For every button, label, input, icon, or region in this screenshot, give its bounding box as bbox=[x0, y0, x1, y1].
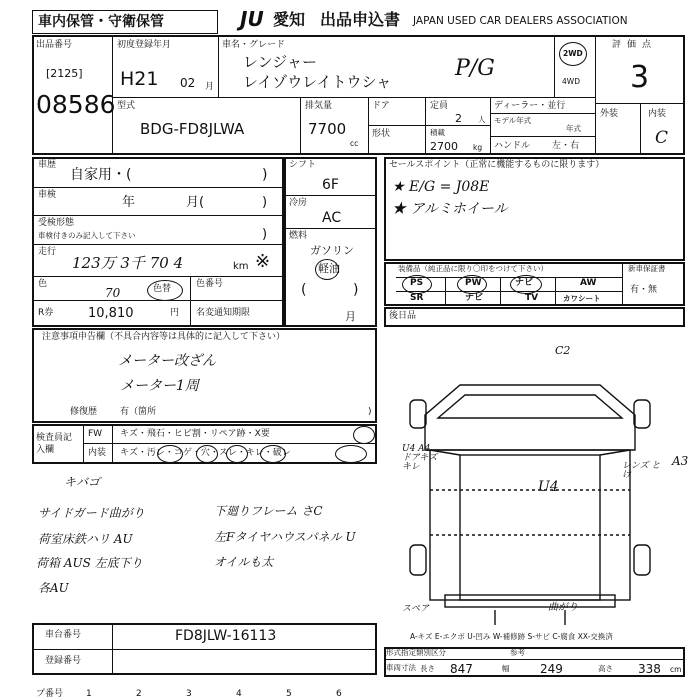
displacement-label: 排気量 bbox=[305, 101, 333, 111]
length-value: 847 bbox=[450, 662, 473, 676]
equip-aw: AW bbox=[580, 278, 597, 288]
org-name: 愛知 bbox=[273, 10, 306, 29]
capacity-unit: 人 bbox=[478, 115, 486, 124]
capacity-label: 定員 bbox=[430, 101, 449, 111]
drive-2wd: 2WD bbox=[563, 49, 583, 58]
english-title: JAPAN USED CAR DEALERS ASSOCIATION bbox=[413, 15, 628, 27]
equip-ps: PS bbox=[410, 278, 424, 288]
mileage-label: 走行 bbox=[38, 247, 57, 257]
lot-number: 08586 bbox=[36, 90, 116, 119]
equip-sr: SR bbox=[410, 293, 424, 303]
new-warranty-label: 新車保証書 bbox=[628, 264, 666, 273]
grade-note-handwritten: P/G bbox=[455, 56, 495, 81]
footer-cell-4: 4 bbox=[236, 689, 242, 699]
tax-label: 名変通知期限 bbox=[196, 308, 251, 318]
post-box bbox=[384, 307, 685, 327]
reg-era-year: H21 bbox=[120, 68, 159, 90]
load-value: 2700 bbox=[430, 140, 458, 153]
footer-cell-3: 3 bbox=[186, 689, 192, 699]
inspection-label: 車検 bbox=[38, 190, 57, 200]
width-value: 249 bbox=[540, 662, 563, 676]
fuel-label: 燃料 bbox=[289, 231, 308, 241]
aircon-label: 冷房 bbox=[289, 198, 308, 208]
note-line-1: メーター改ざん bbox=[118, 353, 216, 369]
model-year-label: モデル年式 bbox=[494, 116, 532, 125]
mileage-mark: ※ bbox=[255, 251, 271, 272]
handle-label: ハンドル bbox=[494, 141, 531, 151]
sales-point-2: ★ アルミホイール bbox=[392, 201, 508, 217]
repair-value: 有（箇所 bbox=[120, 407, 157, 417]
color-value: 70 bbox=[105, 286, 121, 300]
dims-ref-label: 車両寸法 bbox=[386, 663, 416, 672]
width-label: 幅 bbox=[502, 664, 510, 673]
storage-tag-text: 車内保管・守衛保管 bbox=[38, 14, 164, 30]
model-year-unit: 年式 bbox=[566, 124, 581, 133]
shift-value: 6F bbox=[322, 177, 339, 193]
aircon-value: AC bbox=[322, 210, 342, 226]
wheel-fr bbox=[634, 400, 650, 428]
reg-month: 02 bbox=[180, 76, 196, 90]
windshield bbox=[438, 395, 622, 418]
sales-points-label: セールスポイント（正常に機能するものに限ります） bbox=[389, 160, 605, 170]
insp-hand-4: 荷箱 AUS 左底下り bbox=[36, 556, 143, 570]
interior-label: 内装 bbox=[648, 109, 667, 119]
rear-bumper bbox=[445, 595, 615, 607]
dealer-label: ディーラー・並行 bbox=[494, 101, 566, 111]
reg-month-unit: 月 bbox=[205, 82, 215, 92]
repair-label: 修復歴 bbox=[70, 407, 98, 417]
wheel-fl bbox=[410, 400, 426, 428]
history-value: 自家用・( bbox=[70, 167, 132, 183]
insp-hand-3: 荷室床鉄ハリ AU bbox=[38, 532, 133, 546]
form-title: 出品申込書 bbox=[320, 10, 401, 29]
ju-logo: JU bbox=[240, 7, 264, 31]
equip-navi1: ナビ bbox=[515, 278, 534, 288]
handle-options: 左・右 bbox=[552, 141, 580, 151]
equip-navi: ナビ bbox=[465, 293, 484, 303]
equipment-label: 装備品（純正品に限り〇印をつけて下さい） bbox=[398, 264, 548, 273]
fw-label: FW bbox=[88, 429, 103, 439]
diagram-center-mark: U4 bbox=[538, 479, 559, 495]
car-grade: レイゾウレイトウシャ bbox=[243, 73, 392, 91]
diagram-left-mark: U4 A4 ドアキズ キレ bbox=[402, 444, 438, 472]
post-label: 後日品 bbox=[389, 311, 417, 321]
interior-insp-items: キズ・汚レ・コゲ・穴・スレ・キレ・破レ bbox=[120, 448, 291, 458]
mileage-unit: km bbox=[233, 261, 249, 272]
spare-label: スペア bbox=[402, 604, 430, 614]
inspector-label: 検査員記入欄 bbox=[36, 433, 73, 456]
notes-label: 注意事項申告欄（不具合内容等は具体的に記入して下さい） bbox=[42, 332, 286, 342]
recycle-label: R券 bbox=[38, 308, 54, 318]
color-label: 色 bbox=[38, 279, 48, 289]
insp-hand-6: 下廻りフレーム さC bbox=[214, 504, 323, 518]
load-label: 積載 bbox=[430, 128, 445, 137]
diagram-far-right: A3 bbox=[672, 454, 689, 468]
equip-tv: TV bbox=[525, 293, 539, 303]
sales-point-1: ★ E/G = J08E bbox=[392, 179, 490, 195]
displacement-value: 7700 bbox=[308, 120, 347, 138]
chassis-label: 車台番号 bbox=[45, 630, 82, 640]
receipt-note: 車検付きのみ記入して下さい bbox=[38, 231, 136, 240]
plate-label: 登録番号 bbox=[45, 656, 82, 666]
load-unit: kg bbox=[473, 143, 483, 152]
model-code: BDG-FD8JLWA bbox=[140, 120, 245, 138]
history-label: 車歴 bbox=[38, 160, 57, 170]
car-name: レンジャー bbox=[243, 53, 317, 71]
cab-joint bbox=[430, 450, 630, 455]
footer-cell-1: 1 bbox=[86, 689, 92, 699]
name-label: 車名・グレード bbox=[222, 40, 286, 50]
score-value: 3 bbox=[630, 60, 650, 95]
door-label: ドア bbox=[372, 101, 390, 111]
mileage-value: 123万 3千 70 4 bbox=[72, 254, 184, 272]
insp-hand-5: 各AU bbox=[38, 581, 69, 595]
footer-cell-5: 5 bbox=[286, 689, 292, 699]
displacement-unit: cc bbox=[350, 139, 359, 148]
fw-items: キズ・飛石・ヒビ割・リペア跡・X要 bbox=[120, 429, 270, 439]
lot-sub: [2125] bbox=[46, 67, 83, 80]
shape-label: 形状 bbox=[372, 129, 391, 139]
diagram-bottom-mark: 曲がり bbox=[548, 602, 578, 613]
roof-panel bbox=[460, 455, 600, 600]
top-section bbox=[32, 35, 685, 155]
type-label: 型式 bbox=[117, 101, 136, 111]
footer-cell-2: 2 bbox=[136, 689, 142, 699]
new-warranty-value: 有・無 bbox=[630, 285, 658, 295]
color-number-label: 色番号 bbox=[196, 279, 224, 289]
interior-insp-label: 内装 bbox=[88, 448, 107, 458]
damage-legend: A-キズ E-エクボ U-凹み W-補修跡 S-サビ C-腐食 XX-交換済 bbox=[410, 632, 613, 641]
receipt-label: 受検形態 bbox=[38, 218, 75, 228]
capacity-value: 2 bbox=[455, 112, 462, 125]
exterior-label: 外装 bbox=[600, 109, 619, 119]
recycle-value: 10,810 bbox=[88, 306, 134, 321]
insp-hand-7: 左Fタイヤハウスパネル U bbox=[214, 530, 356, 544]
lot-label: 出品番号 bbox=[36, 40, 73, 50]
length-label: 長さ bbox=[420, 664, 435, 673]
fuel-value: ガソリン bbox=[310, 244, 354, 257]
fuel-sub: 軽油 bbox=[318, 262, 340, 275]
dims-label: 形式指定類別区分 bbox=[386, 648, 446, 657]
equip-pw: PW bbox=[465, 278, 482, 288]
interior-value: C bbox=[655, 128, 669, 148]
footer-label: プ番号 bbox=[36, 689, 64, 699]
drive-4wd: 4WD bbox=[562, 77, 580, 86]
insp-hand-1: キバゴ bbox=[64, 475, 101, 489]
inspection-year: 年 bbox=[122, 195, 136, 210]
note-line-2: メーター1周 bbox=[120, 378, 199, 394]
footer-cell-6: 6 bbox=[336, 689, 342, 699]
reg-label: 初度登録年月 bbox=[117, 40, 172, 50]
insp-hand-2: サイドガード曲がり bbox=[38, 506, 145, 520]
height-label: 高さ bbox=[598, 664, 613, 673]
score-label: 評価点 bbox=[612, 40, 658, 50]
height-value: 338 bbox=[638, 662, 661, 676]
insp-hand-8: オイルも太 bbox=[214, 555, 274, 569]
dims-ref-top: 参考 bbox=[510, 648, 525, 657]
color-change: 色替 bbox=[153, 284, 172, 294]
wheel-rl bbox=[410, 545, 426, 575]
tax-month: 月 bbox=[345, 310, 356, 323]
shift-label: シフト bbox=[289, 160, 317, 170]
diagram-right-mark: レンズ とけ bbox=[622, 461, 661, 480]
chassis-number: FD8JLW-16113 bbox=[175, 628, 277, 644]
inspection-month: 月( bbox=[186, 195, 205, 210]
wheel-rr bbox=[634, 545, 650, 575]
equip-leather: カワシート bbox=[563, 294, 601, 303]
diagram-top-mark: C2 bbox=[555, 344, 571, 357]
recycle-unit: 円 bbox=[170, 308, 180, 318]
dims-unit: cm bbox=[670, 665, 682, 674]
